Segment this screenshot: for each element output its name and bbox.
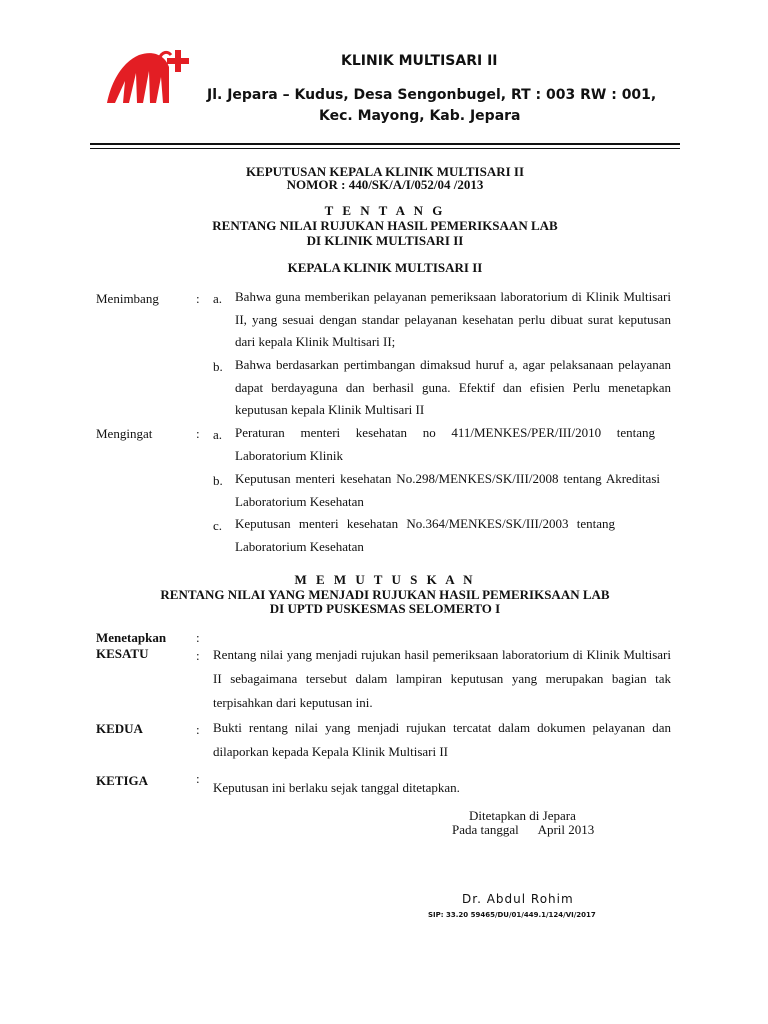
menetapkan-label: Menetapkan xyxy=(96,630,167,645)
menimbang-colon: : xyxy=(196,291,200,306)
mengingat-b-marker: b. xyxy=(213,473,223,488)
signatory-name: Dr. Abdul Rohim xyxy=(462,892,574,906)
signature-date: Pada tanggal April 2013 xyxy=(452,822,595,837)
kesatu-colon: : xyxy=(196,648,200,663)
mengingat-a-marker: a. xyxy=(213,427,223,442)
kedua-text: Bukti rentang nilai yang menjadi rujukan tercatat dalam dokumen pelayanan dan dilaporkan kepada Kepala Klinik Multisari II xyxy=(213,720,671,759)
menimbang-label: Menimbang xyxy=(96,291,159,306)
mengingat-b-text: Keputusan menteri kesehatan No.298/MENKES/SK/III/2008 tentang Akreditasi Laboratorium Kesehatan xyxy=(235,471,660,509)
clinic-logo-icon xyxy=(105,47,193,105)
kedua-colon: : xyxy=(196,722,200,737)
decree-title: KEPUTUSAN KEPALA KLINIK MULTISARI II xyxy=(245,164,525,179)
ketiga-text: Keputusan ini berlaku sejak tanggal ditetapkan. xyxy=(213,780,460,795)
signature-place: Ditetapkan di Jepara xyxy=(469,808,576,823)
memutuskan-line1: RENTANG NILAI YANG MENJADI RUJUKAN HASIL PEMERIKSAAN LAB xyxy=(160,587,610,602)
signatory-sip: SIP: 33.20 59465/DU/01/449.1/124/VI/2017 xyxy=(428,911,596,919)
menetapkan-colon: : xyxy=(196,630,200,645)
subject-line1: RENTANG NILAI RUJUKAN HASIL PEMERIKSAAN LAB xyxy=(212,218,558,233)
kesatu-text: Rentang nilai yang menjadi rujukan hasil pemeriksaan laboratorium di Klinik Multisari II sebagaimana tersebut dalam lampiran keputusan yang merupakan bagian tak terpisahkan dari keputusan ini. xyxy=(213,647,671,710)
tentang-heading: T E N T A N G xyxy=(324,203,446,218)
menimbang-a-marker: a. xyxy=(213,291,223,306)
mengingat-c-text: Keputusan menteri kesehatan No.364/MENKES/SK/III/2003 tentang Laboratorium Kesehatan xyxy=(235,516,615,554)
clinic-address-line1: Jl. Jepara – Kudus, Desa Sengonbugel, RT : 003 RW : 001, xyxy=(207,87,657,103)
menimbang-b-marker: b. xyxy=(213,359,223,374)
kesatu-label: KESATU xyxy=(96,646,149,661)
menimbang-a-text: Bahwa guna memberikan pelayanan pemeriksaan laboratorium di Klinik Multisari II, yang sesuai dengan standar pelayanan kesehatan perlu dibuat surat keputusan dari kepala Klinik Multisari II; xyxy=(235,289,671,349)
mengingat-c-marker: c. xyxy=(213,518,223,533)
subject-line2: DI KLINIK MULTISARI II xyxy=(306,233,464,248)
memutuskan-heading: M E M U T U S K A N xyxy=(294,572,476,587)
mengingat-a-text: Peraturan menteri kesehatan no 411/MENKES/PER/III/2010 tentang Laboratorium Klinik xyxy=(235,425,655,463)
memutuskan-line2: DI UPTD PUSKESMAS SELOMERTO I xyxy=(269,601,501,616)
kedua-label: KEDUA xyxy=(96,721,143,736)
issuer-heading: KEPALA KLINIK MULTISARI II xyxy=(287,260,483,275)
clinic-address-line2: Kec. Mayong, Kab. Jepara xyxy=(319,108,521,124)
ketiga-label: KETIGA xyxy=(96,773,149,788)
header-divider-thin xyxy=(90,148,680,149)
menimbang-b-text: Bahwa berdasarkan pertimbangan dimaksud huruf a, agar pelaksanaan pelayanan dapat berdayaguna dan berhasil guna. Efektif dan efisien Perlu menetapkan keputusan kepala Klinik Multisari II xyxy=(235,357,671,417)
mengingat-label: Mengingat xyxy=(96,426,153,441)
decree-number: NOMOR : 440/SK/A/I/052/04 /2013 xyxy=(286,177,484,192)
header-divider xyxy=(90,143,680,145)
clinic-name: KLINIK MULTISARI II xyxy=(341,53,498,69)
mengingat-colon: : xyxy=(196,426,200,441)
ketiga-colon: : xyxy=(196,771,200,786)
